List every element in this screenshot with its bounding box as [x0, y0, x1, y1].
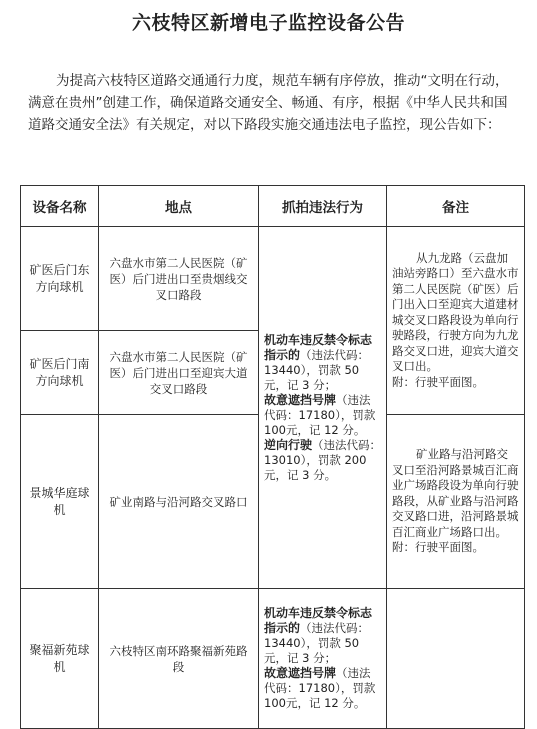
notice-intro: 为提高六枝特区道路交通通行力度，规范车辆有序停放，推动“文明在行动，满意在贵州”创建工作，确保道路交通安全、畅通、有序，根据《中华人民共和国道路交通安全法》有关规定，对以下路段实施交通违法电子监控，现公告如下：: [28, 73, 509, 133]
note-cell: [387, 227, 525, 415]
device-location: 六枝特区南环路聚福新苑路段: [99, 589, 259, 729]
behavior-item-title: 故意遮挡号牌: [264, 666, 337, 680]
note-attachment: 附：行驶平面图。: [392, 540, 484, 555]
device-name: 矿医后门东方向球机: [21, 227, 99, 331]
behavior-cell: [259, 589, 387, 729]
device-location: 矿业南路与沿河路交叉路口: [99, 415, 259, 589]
camera-table: [20, 185, 525, 729]
table-row: [21, 227, 525, 331]
behavior-item-title: 机动车违反禁令标志指示的: [264, 606, 373, 635]
device-name: 景城华庭球机: [21, 415, 99, 589]
behavior-item-title: 机动车违反禁令标志指示的: [264, 332, 373, 362]
note-cell: [387, 415, 525, 589]
behavior-item-text: （违法代码：13440），罚款 50元，记 3 分；: [264, 347, 370, 392]
behavior-item-text: （违法代码：13010），罚款 200元，记 3 分。: [264, 437, 382, 482]
header-location: 地点: [99, 186, 259, 227]
device-location: 六盘水市第二人民医院（矿医）后门进出口至贵烟线交叉口路段: [99, 227, 259, 331]
table-row: [21, 589, 525, 729]
behavior-item-text: （违法代码：17180），罚款 100元，记 12 分。: [264, 666, 376, 710]
note-cell-empty: [387, 589, 525, 729]
device-location: 六盘水市第二人民医院（矿医）后门进出口至迎宾大道交叉口路段: [99, 331, 259, 415]
header-note: 备注: [387, 186, 525, 227]
table-header-row: [21, 186, 525, 227]
behavior-item-text: （违法代码：17180），罚款 100元，记 12 分。: [264, 392, 376, 437]
behavior-item-text: （违法代码：13440），罚款 50元，记 3 分；: [264, 621, 370, 665]
behavior-item-title: 逆向行驶: [264, 437, 313, 452]
behavior-item-title: 故意遮挡号牌: [264, 392, 337, 407]
note-text: 从九龙路（云盘加油站旁路口）至六盘水市第二人民医院（矿医）后门出入口至迎宾大道建材城交叉口路段设为单向行驶路段，行驶方向为九龙路交叉口进，迎宾大道交叉口出。: [392, 250, 519, 374]
header-device-name: 设备名称: [21, 186, 99, 227]
note-attachment: 附：行驶平面图。: [392, 374, 484, 389]
notice-title: 六枝特区新增电子监控设备公告: [131, 12, 405, 34]
note-text: 矿业路与沿河路交叉口至沿河路景城百汇商业广场路段设为单向行驶路段，从矿业路与沿河路交叉路口进，沿河路景城百汇商业广场路口出。: [392, 447, 519, 539]
behavior-cell: [259, 227, 387, 589]
device-name: 聚福新苑球机: [21, 589, 99, 729]
header-behavior: 抓拍违法行为: [259, 186, 387, 227]
device-name: 矿医后门南方向球机: [21, 331, 99, 415]
